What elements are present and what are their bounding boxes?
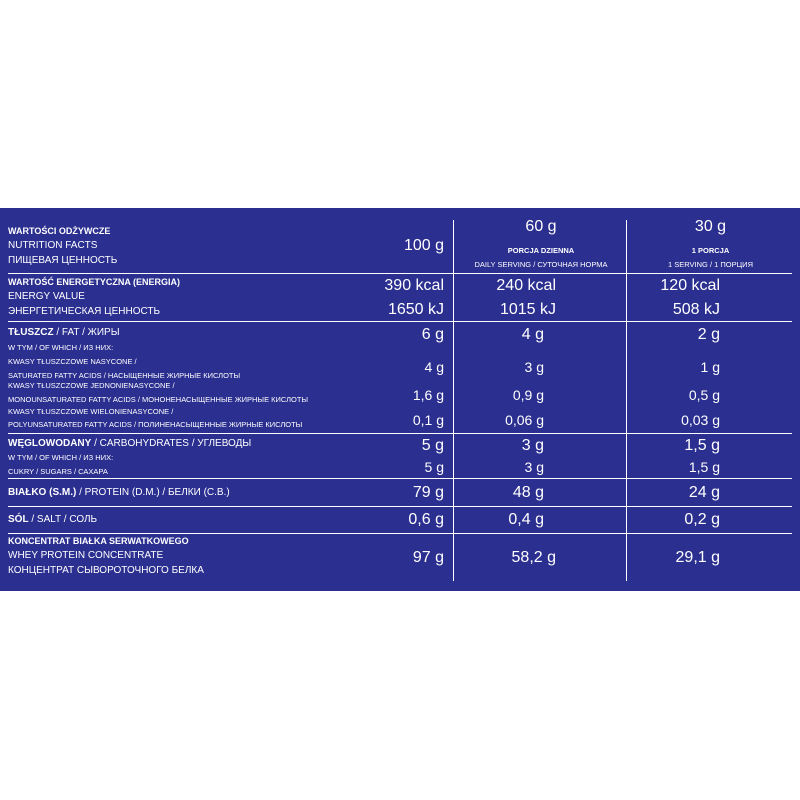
salt-serving: 0,2 g <box>684 511 720 528</box>
mono-daily: 0,9 g <box>512 387 544 403</box>
energy-label-ru: ЭНЕРГЕТИЧЕСКАЯ ЦЕННОСТЬ <box>8 306 161 317</box>
col-100g-header: 100 g <box>403 237 444 254</box>
sugars-label: CUKRY / SUGARS / САХАРА <box>8 467 108 476</box>
poly-serving: 0,03 g <box>681 412 720 428</box>
sugars-100g: 5 g <box>424 459 444 475</box>
header-title-pl: WARTOŚCI ODŻYWCZE <box>8 226 111 236</box>
energy-label-pl: WARTOŚĆ ENERGETYCZNA (ENERGIA) <box>8 277 181 287</box>
row-divider <box>8 533 792 534</box>
mono-serving: 0,5 g <box>688 387 720 403</box>
salt-100g: 0,6 g <box>408 511 444 528</box>
nutrition-table <box>0 208 800 591</box>
mono-label-2: MONOUNSATURATED FATTY ACIDS / МОНОНЕНАСЫЩЕННЫЕ ЖИРНЫЕ КИСЛОТЫ <box>8 395 309 404</box>
wpc-100g: 97 g <box>412 549 444 566</box>
carbs-100g: 5 g <box>421 437 444 454</box>
wpc-label-pl: KONCENTRAT BIAŁKA SERWATKOWEGO <box>8 536 189 546</box>
sat-100g: 4 g <box>424 359 444 375</box>
protein-daily: 48 g <box>512 484 544 501</box>
col-daily-sub-pl: PORCJA DZIENNA <box>507 246 575 255</box>
fat-label: TŁUSZCZ / FAT / ЖИРЫ <box>8 327 120 338</box>
row-divider <box>8 433 792 434</box>
row-divider <box>8 273 792 274</box>
row-divider <box>8 321 792 322</box>
col-daily-header: 60 g <box>525 218 557 235</box>
col-daily-sub-en: DAILY SERVING / СУТОЧНАЯ НОРМА <box>474 260 608 269</box>
poly-label-2: POLYUNSATURATED FATTY ACIDS / ПОЛИНЕНАСЫЩЕННЫЕ ЖИРНЫЕ КИСЛОТЫ <box>8 420 303 429</box>
protein-serving: 24 g <box>688 484 720 501</box>
carbs-label: WĘGLOWODANY / CARBOHYDRATES / УГЛЕВОДЫ <box>8 438 252 449</box>
column-divider <box>453 220 454 581</box>
sugars-serving: 1,5 g <box>688 459 720 475</box>
sat-label-1: KWASY TŁUSZCZOWE NASYCONE / <box>8 357 137 366</box>
poly-100g: 0,1 g <box>412 412 444 428</box>
row-divider <box>8 506 792 507</box>
carbs-of-which: W TYM / OF WHICH / ИЗ НИХ: <box>8 453 114 462</box>
fat-serving: 2 g <box>697 326 720 343</box>
mono-100g: 1,6 g <box>412 387 444 403</box>
col-serving-sub-en: 1 SERVING / 1 ПОРЦИЯ <box>668 260 753 269</box>
protein-100g: 79 g <box>412 484 444 501</box>
carbs-serving: 1,5 g <box>684 437 720 454</box>
salt-label: SÓL / SALT / СОЛЬ <box>8 514 98 525</box>
protein-label: BIAŁKO (S.M.) / PROTEIN (D.M.) / БЕЛКИ (С.В.) <box>8 487 230 498</box>
row-divider <box>8 478 792 479</box>
energy-kj-serving: 508 kJ <box>672 301 720 318</box>
col-serving-sub-pl: 1 PORCJA <box>691 246 730 255</box>
energy-kcal-serving: 120 kcal <box>660 277 720 294</box>
salt-daily: 0,4 g <box>508 511 544 528</box>
sat-daily: 3 g <box>524 359 544 375</box>
carbs-daily: 3 g <box>521 437 544 454</box>
energy-kj-100g: 1650 kJ <box>387 301 444 318</box>
sugars-daily: 3 g <box>524 459 544 475</box>
fat-of-which: W TYM / OF WHICH / ИЗ НИХ: <box>8 343 114 352</box>
wpc-label-en: WHEY PROTEIN CONCENTRATE <box>8 550 164 561</box>
wpc-label-ru: КОНЦЕНТРАТ СЫВОРОТОЧНОГО БЕЛКА <box>8 565 204 576</box>
sat-serving: 1 g <box>700 359 720 375</box>
wpc-serving: 29,1 g <box>675 549 720 566</box>
energy-kj-daily: 1015 kJ <box>499 301 556 318</box>
header-title-ru: ПИЩЕВАЯ ЦЕННОСТЬ <box>8 255 118 266</box>
energy-kcal-daily: 240 kcal <box>496 277 556 294</box>
wpc-daily: 58,2 g <box>511 549 556 566</box>
energy-label-en: ENERGY VALUE <box>8 291 85 302</box>
fat-100g: 6 g <box>421 326 444 343</box>
fat-daily: 4 g <box>521 326 544 343</box>
sat-label-2: SATURATED FATTY ACIDS / НАСЫЩЕННЫЕ ЖИРНЫЕ КИСЛОТЫ <box>8 371 241 380</box>
poly-daily: 0,06 g <box>505 412 544 428</box>
header-title-en: NUTRITION FACTS <box>8 240 98 251</box>
mono-label-1: KWASY TŁUSZCZOWE JEDNONIENASYCONE / <box>8 381 175 390</box>
poly-label-1: KWASY TŁUSZCZOWE WIELONIENASYCONE / <box>8 407 174 416</box>
col-serving-header: 30 g <box>694 218 727 235</box>
energy-kcal-100g: 390 kcal <box>384 277 444 294</box>
